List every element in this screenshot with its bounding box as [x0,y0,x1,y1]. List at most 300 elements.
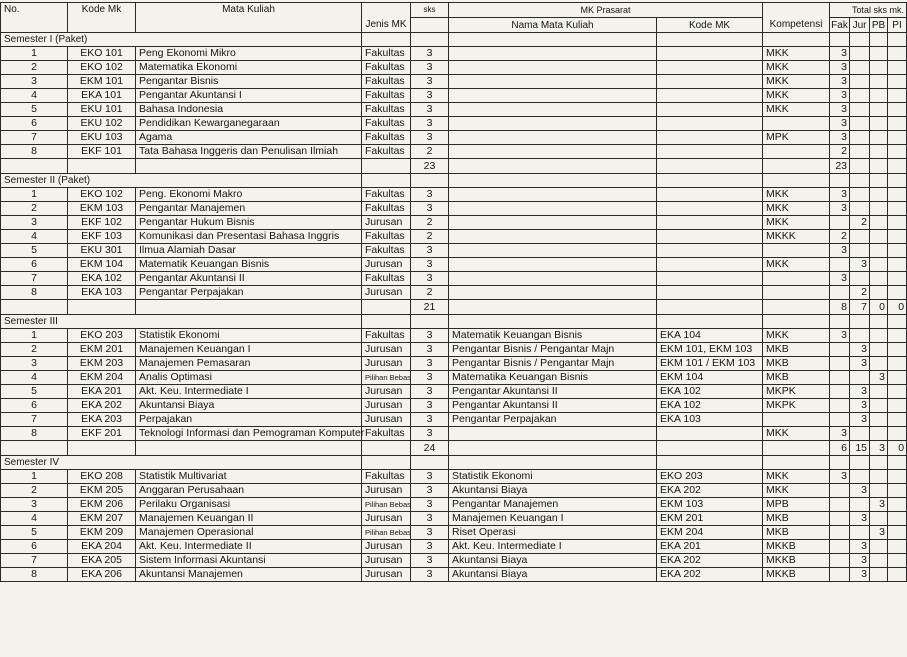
course-no: 2 [1,343,68,357]
empty-cell [830,33,850,47]
empty-cell [449,300,657,315]
prereq-name: Matematik Keuangan Bisnis [449,329,657,343]
prereq-code: EKM 201 [657,512,763,526]
empty-cell [1,300,68,315]
course-name: Matematik Keuangan Bisnis [136,258,362,272]
course-name: Pendidikan Kewarganegaraan [136,117,362,131]
course-sks: 3 [411,470,449,484]
course-type: Jurusan [362,540,411,554]
competency: MKK [763,484,830,498]
empty-cell [657,315,763,329]
total-pb: 0 [870,300,888,315]
course-row [1,47,907,61]
prereq-code: EKM 204 [657,526,763,540]
semester-title: Semester IV [1,456,362,470]
course-type: Fakultas [362,202,411,216]
empty-cell [362,456,411,470]
course-sks: 3 [411,385,449,399]
sks-pb [870,258,888,272]
competency: MKB [763,357,830,371]
course-row [1,554,907,568]
course-name: Matematika Ekonomi [136,61,362,75]
sks-pb [870,230,888,244]
empty-cell [830,315,850,329]
course-no: 4 [1,230,68,244]
prereq-code [657,258,763,272]
sks-fak: 3 [830,103,850,117]
sks-pb [870,470,888,484]
empty-cell [411,456,449,470]
course-row [1,399,907,413]
semester-row [1,315,907,329]
course-no: 8 [1,427,68,441]
course-sks: 3 [411,131,449,145]
prereq-code [657,188,763,202]
sks-fak: 3 [830,470,850,484]
sks-pi [888,258,907,272]
sks-pb [870,554,888,568]
sks-fak [830,371,850,385]
prereq-code: EKM 104 [657,371,763,385]
course-name: Agama [136,131,362,145]
total-sks: 24 [411,441,449,456]
competency: MKK [763,329,830,343]
prereq-name [449,230,657,244]
course-code: EKF 201 [68,427,136,441]
prereq-name: Pengantar Manajemen [449,498,657,512]
sks-fak: 3 [830,117,850,131]
prereq-name: Manajemen Keuangan I [449,512,657,526]
course-type: Jurusan [362,512,411,526]
prereq-name [449,145,657,159]
header-komp-spacer [763,3,830,18]
course-code: EKU 102 [68,117,136,131]
sks-fak: 2 [830,145,850,159]
sks-pb [870,484,888,498]
total-fak: 8 [830,300,850,315]
course-code: EKM 103 [68,202,136,216]
total-fak: 23 [830,159,850,174]
sks-jur [850,371,870,385]
semester-total-row [1,300,907,315]
sks-jur [850,188,870,202]
course-sks: 3 [411,244,449,258]
course-row [1,568,907,582]
course-code: EKA 203 [68,413,136,427]
empty-cell [657,300,763,315]
course-sks: 3 [411,540,449,554]
total-jur [850,159,870,174]
course-type: Jurusan [362,258,411,272]
empty-cell [1,441,68,456]
sks-pi [888,484,907,498]
sks-pi [888,427,907,441]
prereq-code: EKM 101 / EKM 103 [657,357,763,371]
course-sks: 3 [411,484,449,498]
course-no: 7 [1,272,68,286]
sks-pb: 3 [870,526,888,540]
empty-cell [68,300,136,315]
course-no: 6 [1,258,68,272]
course-row [1,75,907,89]
competency: MKK [763,75,830,89]
course-row [1,89,907,103]
sks-pi [888,568,907,582]
empty-cell [763,315,830,329]
course-code: EKO 101 [68,47,136,61]
semester-total-row [1,159,907,174]
prereq-code: EKM 103 [657,498,763,512]
prereq-code [657,230,763,244]
empty-cell [411,33,449,47]
empty-cell [68,159,136,174]
sks-pi [888,230,907,244]
header-sks: sks [411,3,449,18]
empty-cell [136,441,362,456]
course-row [1,470,907,484]
course-sks: 3 [411,202,449,216]
curriculum-table [0,2,907,582]
course-code: EKM 101 [68,75,136,89]
course-row [1,117,907,131]
sks-fak [830,568,850,582]
course-type: Fakultas [362,75,411,89]
course-sks: 3 [411,371,449,385]
course-no: 3 [1,75,68,89]
sks-pb [870,272,888,286]
course-code: EKM 206 [68,498,136,512]
competency [763,286,830,300]
course-type: Jurusan [362,216,411,230]
course-row [1,131,907,145]
course-type: Pilihan Bebas [362,526,411,540]
total-sks: 21 [411,300,449,315]
empty-cell [850,456,870,470]
course-sks: 3 [411,568,449,582]
course-name: Manajemen Keuangan I [136,343,362,357]
course-name: Bahasa Indonesia [136,103,362,117]
sks-pi [888,512,907,526]
prereq-name: Akuntansi Biaya [449,484,657,498]
sks-pi [888,554,907,568]
course-no: 7 [1,413,68,427]
competency: MKPK [763,399,830,413]
course-type: Jurusan [362,357,411,371]
course-type: Fakultas [362,329,411,343]
course-no: 6 [1,117,68,131]
course-sks: 3 [411,343,449,357]
empty-cell [850,33,870,47]
prereq-code: EKA 102 [657,385,763,399]
course-row [1,286,907,300]
sks-fak [830,554,850,568]
prereq-code: EKA 104 [657,329,763,343]
course-name: Perilaku Organisasi [136,498,362,512]
empty-cell [449,456,657,470]
header-mk-cont [136,18,362,33]
course-sks: 3 [411,399,449,413]
competency: MKB [763,371,830,385]
course-type: Jurusan [362,484,411,498]
sks-jur [850,202,870,216]
course-type: Jurusan [362,343,411,357]
sks-pb [870,329,888,343]
empty-cell [449,315,657,329]
sks-jur [850,329,870,343]
header-jenis-mk: Jenis MK [362,18,411,33]
empty-cell [657,174,763,188]
sks-fak [830,540,850,554]
empty-cell [850,315,870,329]
sks-fak: 3 [830,131,850,145]
course-type: Fakultas [362,131,411,145]
sks-pi [888,61,907,75]
sks-fak [830,526,850,540]
sks-fak: 3 [830,188,850,202]
course-type: Jurusan [362,399,411,413]
course-name: Pengantar Bisnis [136,75,362,89]
competency [763,244,830,258]
competency [763,413,830,427]
sks-jur: 3 [850,554,870,568]
header-pb: PB [870,18,888,33]
sks-pb [870,427,888,441]
empty-cell [763,456,830,470]
sks-pi [888,399,907,413]
empty-cell [763,300,830,315]
empty-cell [362,315,411,329]
course-no: 3 [1,498,68,512]
sks-pb [870,413,888,427]
empty-cell [657,441,763,456]
course-row [1,526,907,540]
header-row-1 [1,3,907,18]
prereq-code: EKA 103 [657,413,763,427]
sks-pi [888,286,907,300]
sks-fak: 2 [830,230,850,244]
course-no: 7 [1,131,68,145]
semester-title: Semester I (Paket) [1,33,362,47]
competency: MPB [763,498,830,512]
empty-cell [136,159,362,174]
course-name: Pengantar Perpajakan [136,286,362,300]
empty-cell [1,159,68,174]
course-code: EKU 103 [68,131,136,145]
empty-cell [888,315,907,329]
sks-pb [870,202,888,216]
curriculum-body [1,33,907,582]
course-name: Manajemen Pemasaran [136,357,362,371]
course-no: 8 [1,286,68,300]
course-sks: 3 [411,117,449,131]
course-sks: 3 [411,413,449,427]
semester-row [1,456,907,470]
course-name: Sistem Informasi Akuntansi [136,554,362,568]
empty-cell [68,441,136,456]
course-row [1,512,907,526]
semester-title: Semester III [1,315,362,329]
sks-pb [870,188,888,202]
prereq-name: Pengantar Perpajakan [449,413,657,427]
course-type: Jurusan [362,413,411,427]
prereq-name: Statistik Ekonomi [449,470,657,484]
course-no: 4 [1,89,68,103]
course-no: 4 [1,512,68,526]
sks-fak: 3 [830,47,850,61]
prereq-code: EKA 202 [657,554,763,568]
course-no: 3 [1,357,68,371]
header-mata-kuliah: Mata Kuliah [136,3,362,18]
course-name: Statistik Ekonomi [136,329,362,343]
sks-fak [830,343,850,357]
course-name: Peng. Ekonomi Makro [136,188,362,202]
sks-fak: 3 [830,202,850,216]
prereq-code [657,61,763,75]
sks-jur: 3 [850,413,870,427]
semester-row [1,174,907,188]
empty-cell [763,174,830,188]
prereq-name: Matematika Keuangan Bisnis [449,371,657,385]
competency: MKKK [763,230,830,244]
sks-fak: 3 [830,329,850,343]
empty-cell [870,174,888,188]
course-type: Fakultas [362,427,411,441]
course-no: 8 [1,568,68,582]
competency: MKK [763,103,830,117]
prereq-code: EKA 202 [657,568,763,582]
sks-pb [870,131,888,145]
prereq-code [657,117,763,131]
competency [763,272,830,286]
sks-jur [850,89,870,103]
header-jur: Jur [850,18,870,33]
competency: MKK [763,216,830,230]
sks-jur [850,526,870,540]
sks-pb [870,244,888,258]
header-pi: PI [888,18,907,33]
sks-jur [850,470,870,484]
header-kompetensi: Kompetensi [763,18,830,33]
course-code: EKU 101 [68,103,136,117]
sks-pi [888,202,907,216]
course-sks: 3 [411,554,449,568]
empty-cell [449,33,657,47]
header-no-cont [1,18,68,33]
course-sks: 3 [411,103,449,117]
course-no: 7 [1,554,68,568]
sks-pi [888,145,907,159]
competency: MKK [763,258,830,272]
course-type: Fakultas [362,89,411,103]
prereq-code [657,244,763,258]
course-sks: 2 [411,230,449,244]
prereq-code [657,286,763,300]
sks-jur [850,244,870,258]
competency: MKKB [763,540,830,554]
prereq-code [657,202,763,216]
sks-fak [830,216,850,230]
competency: MPK [763,131,830,145]
prereq-name [449,75,657,89]
course-row [1,371,907,385]
sks-fak: 3 [830,427,850,441]
sks-pi [888,131,907,145]
course-sks: 3 [411,427,449,441]
competency: MKK [763,188,830,202]
sks-jur [850,272,870,286]
course-code: EKO 102 [68,61,136,75]
course-sks: 3 [411,89,449,103]
sks-pi [888,75,907,89]
course-code: EKM 104 [68,258,136,272]
header-fak: Fak [831,19,848,31]
total-pi [888,159,907,174]
prereq-name [449,427,657,441]
course-name: Teknologi Informasi dan Pemograman Komputer [136,427,362,441]
sks-pb [870,540,888,554]
course-name: Manajemen Keuangan II [136,512,362,526]
semester-row [1,33,907,47]
course-type: Fakultas [362,47,411,61]
course-row [1,188,907,202]
course-code: EKO 203 [68,329,136,343]
course-name: Pengantar Akuntansi II [136,272,362,286]
course-row [1,357,907,371]
course-row [1,61,907,75]
course-code: EKA 103 [68,286,136,300]
course-sks: 3 [411,526,449,540]
sks-pb [870,103,888,117]
course-no: 8 [1,145,68,159]
sks-pi [888,329,907,343]
sks-jur: 2 [850,286,870,300]
prereq-name: Akuntansi Biaya [449,554,657,568]
competency [763,117,830,131]
course-sks: 3 [411,47,449,61]
prereq-code: EKA 202 [657,484,763,498]
prereq-name [449,216,657,230]
header-no: No. [1,3,68,18]
course-name: Peng Ekonomi Mikro [136,47,362,61]
prereq-code [657,75,763,89]
sks-jur: 3 [850,399,870,413]
sks-pb [870,286,888,300]
prereq-code: EKA 102 [657,399,763,413]
semester-title: Semester II (Paket) [1,174,362,188]
sks-jur [850,145,870,159]
course-no: 5 [1,244,68,258]
sks-pi [888,103,907,117]
course-row [1,272,907,286]
competency: MKK [763,47,830,61]
sks-jur: 3 [850,568,870,582]
prereq-name [449,286,657,300]
empty-cell [449,441,657,456]
course-name: Manajemen Operasional [136,526,362,540]
course-sks: 2 [411,216,449,230]
prereq-name [449,244,657,258]
empty-cell [657,159,763,174]
header-jenis-spacer [362,3,411,18]
sks-pi [888,216,907,230]
header-total-sks: Total sks mk. [830,3,907,18]
course-no: 4 [1,371,68,385]
sks-pb [870,61,888,75]
sks-pb [870,512,888,526]
course-sks: 3 [411,188,449,202]
empty-cell [657,33,763,47]
competency: MKK [763,61,830,75]
